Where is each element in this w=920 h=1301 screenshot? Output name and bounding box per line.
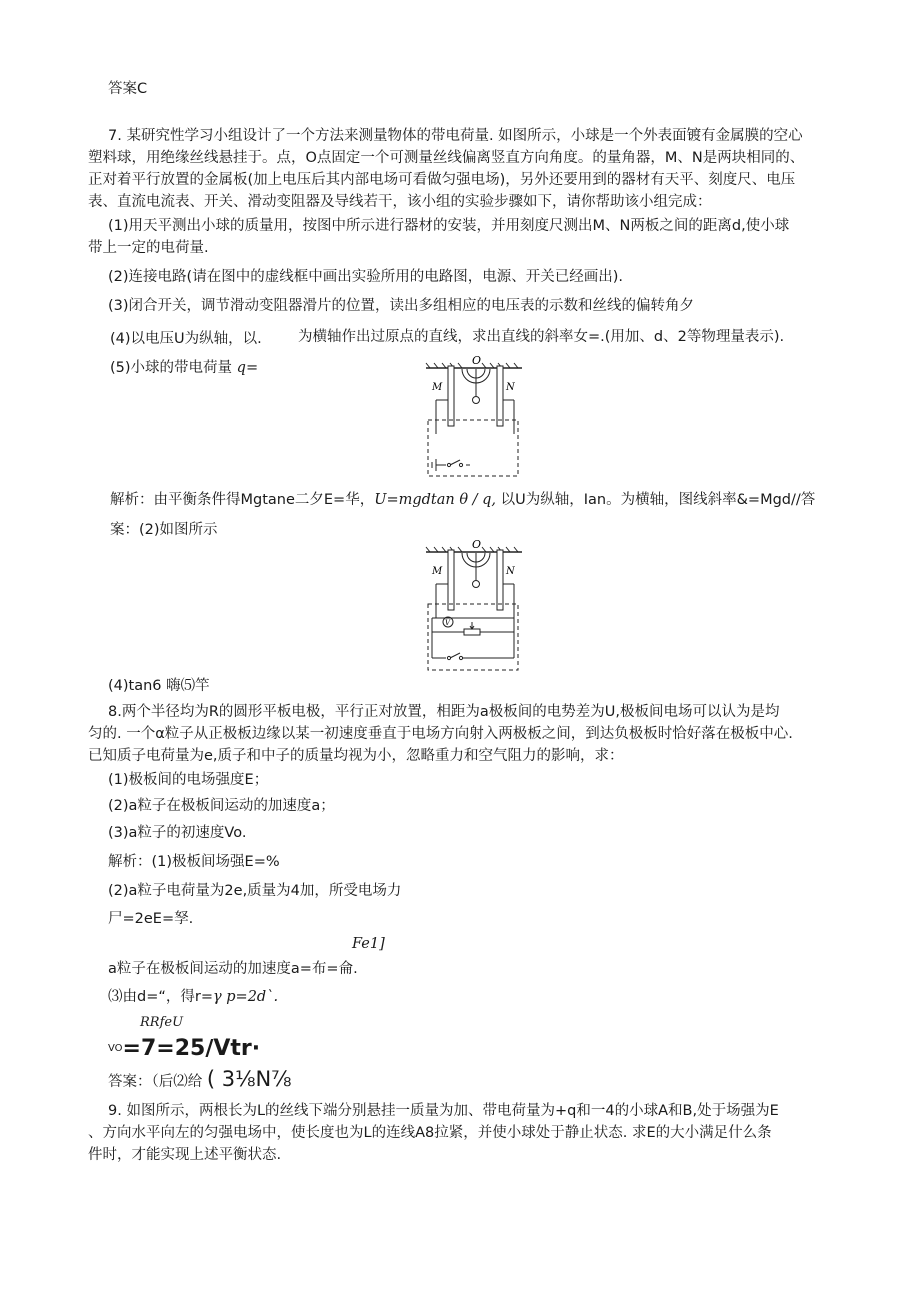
- apparatus-figure-circuit: [424, 540, 524, 674]
- q7-line-1: 7. 某研究性学习小组设计了一个方法来测量物体的带电荷量. 如图所示，小球是一个外表面镀有金属膜的空心: [108, 128, 803, 144]
- fig2-label-n: N: [506, 566, 515, 577]
- q8-fel-fragment: Fe1]: [352, 936, 385, 952]
- q7-line-4: 表、直流电流表、开关、滑动变阻器及导线若干，该小组的实验步骤如下，请你帮助该小组完成：: [88, 194, 712, 210]
- q8-analysis-5b: γ p=2d`.: [212, 989, 279, 1005]
- q7-step-1b: 带上一定的电荷量.: [88, 240, 209, 256]
- q8-analysis-1: 解析：(1)极板间场强E=%: [108, 854, 280, 870]
- fig1-label-n: N: [506, 382, 515, 393]
- q8-vo-main: =7=25∕Vtr·: [122, 1036, 261, 1061]
- fig2-label-m: M: [432, 566, 443, 577]
- q8-part-1: (1)极板间的电场强度E；: [108, 772, 269, 788]
- q9-line-3: 件时，才能实现上述平衡状态.: [88, 1147, 282, 1163]
- q7-analysis-1b: U=mgdtan θ / q,: [374, 492, 497, 508]
- q8-analysis-4: a粒子在极板间运动的加速度a=布=侖.: [108, 961, 358, 977]
- fig2-label-v: V: [445, 619, 451, 627]
- q8-part-2: (2)a粒子在极板间运动的加速度a；: [108, 798, 335, 814]
- q7-analysis-2: 案：(2)如图所示: [110, 522, 218, 538]
- q8-vo-sub: VO: [108, 1043, 123, 1054]
- q7-line-2: 塑料球，用绝缘丝线悬挂于。点，O点固定一个可测量丝线偏离竖直方向角度。的量角器，M、N是两块相同的、: [88, 150, 805, 166]
- q8-vo-formula: [108, 1036, 260, 1064]
- q7-answer-4: (4)tan6 嗨⑸竿: [108, 678, 210, 694]
- q8-answer-a: 答案：（后⑵给: [108, 1074, 203, 1090]
- q8-line-1: 8.两个半径均为R的圆形平板电极，平行正对放置，相距为a极板间的电势差为U,极板间电场可以认为是均: [108, 704, 780, 720]
- fig1-label-o: O: [472, 356, 482, 367]
- q7-analysis-1: [110, 490, 815, 510]
- q7-step-4b: 为横轴作出过原点的直线，求出直线的斜率女=.(用加、d、2等物理量表示).: [298, 329, 785, 345]
- q8-analysis-5: [108, 987, 278, 1007]
- fig1-label-m: M: [432, 382, 443, 393]
- q7-step-2: (2)连接电路(请在图中的虚线框中画出实验所用的电路图，电源、开关已经画出).: [108, 269, 623, 285]
- q7-step-3: (3)闭合开关，调节滑动变阻器滑片的位置，读出多组相应的电压表的示数和丝线的偏转角夕: [108, 298, 695, 314]
- q8-analysis-5a: ⑶由d=“，得r=: [108, 989, 213, 1005]
- q7-step-4a: (4)以电压U为纵轴，以.: [110, 331, 262, 347]
- q9-line-2: 、方向水平向左的匀强电场中，使长度也为L的连线A8拉紧，并使小球处于静止状态. 求E的大小满足什么条: [88, 1125, 772, 1141]
- apparatus-figure-empty: [424, 356, 524, 480]
- q8-answer: [108, 1066, 292, 1095]
- fig2-label-o: O: [472, 540, 482, 551]
- q8-part-3: (3)a粒子的初速度Vo.: [108, 825, 247, 841]
- q8-line-3: 已知质子电荷量为e,质子和中子的质量均视为小，忽略重力和空气阻力的影响，求：: [88, 748, 624, 764]
- q8-analysis-2: (2)a粒子电荷量为2e,质量为4加，所受电场力: [108, 883, 402, 899]
- q7-analysis-1a: 解析：由平衡条件得Mgtane二夕E=华，: [110, 492, 375, 508]
- q7-line-3: 正对着平行放置的金属板(加上电压后其内部电场可看做匀强电场)，另外还要用到的器材有天平、刻度尺、电压: [88, 172, 796, 188]
- q7-step-5: [110, 358, 258, 378]
- q9-line-1: 9. 如图所示，两根长为L的丝线下端分别悬挂一质量为加、带电荷量为+q和一4的小球A和B,处于场强为E: [108, 1103, 779, 1119]
- q8-analysis-3: 尸=2eE=孥.: [108, 911, 194, 927]
- answer-c: 答案C: [108, 81, 148, 97]
- q7-analysis-1c: 以U为纵轴，Ian。为横轴，图线斜率&=Mgd//答: [496, 492, 816, 508]
- q7-step-1a: (1)用天平测出小球的质量用，按图中所示进行器材的安装，并用刻度尺测出M、N两板之间的距离d,使小球: [108, 218, 790, 234]
- q8-line-2: 匀的. 一个α粒子从正极板边缘以某一初速度垂直于电场方向射入两极板之间，到达负极板时恰好落在极板中心.: [88, 726, 793, 742]
- q8-answer-b: ( 3⅛N⅞: [206, 1067, 292, 1091]
- q7-step-5-q: q=: [236, 360, 259, 376]
- q7-step-5-text: (5)小球的带电荷量: [110, 360, 233, 376]
- q8-rrfeu-fragment: RRfeU: [140, 1015, 184, 1030]
